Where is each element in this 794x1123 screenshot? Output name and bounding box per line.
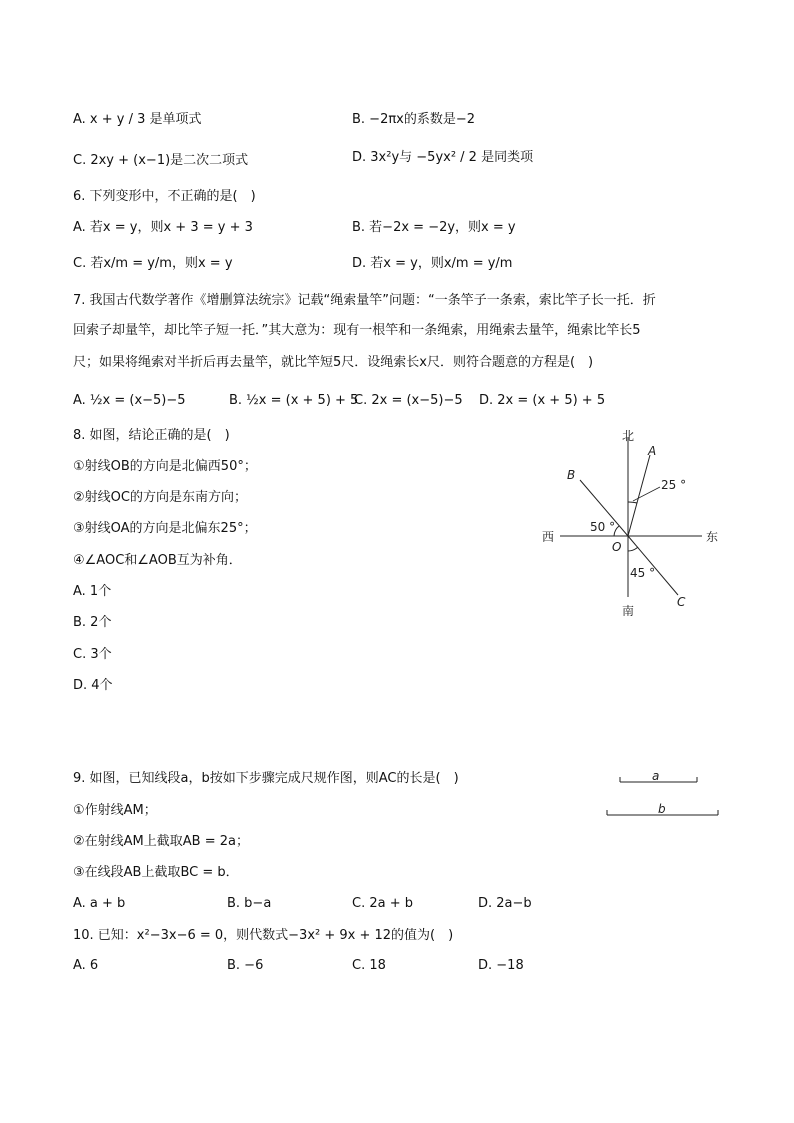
q5-option-d: D. 3x²y与 −5yx² / 2 是同类项 [352, 150, 534, 165]
q10-option-d: D. −18 [478, 958, 524, 973]
q9-step-1: ①作射线AM； [73, 803, 157, 818]
q6-option-b: B. 若−2x = −2y，则x = y [352, 220, 516, 235]
q6-option-d: D. 若x = y，则x/m = y/m [352, 256, 513, 271]
segment-a-label: a [652, 769, 660, 783]
q5-option-b: B. −2πx的系数是−2 [352, 112, 476, 127]
q8-compass-figure [530, 425, 730, 625]
q5-option-c: C. 2xy + (x−1)是二次二项式 [73, 153, 249, 168]
angle-arc-25 [628, 502, 637, 503]
q7-line-3: 尺；如果将绳索对半折后再去量竿，就比竿短5尺．设绳索长x尺．则符合题意的方程是( ) [73, 355, 594, 370]
q7-option-d: D. 2x = (x + 5) + 5 [479, 393, 606, 408]
q9-option-b: B. b−a [227, 896, 272, 911]
q9-step-2: ②在射线AM上截取AB = 2a； [73, 834, 249, 849]
q9-stem: 9. 如图，已知线段a，b按如下步骤完成尺规作图，则AC的长是( ) [73, 771, 459, 786]
q6-option-c: C. 若x/m = y/m，则x = y [73, 256, 233, 271]
label-angle-45: 45 ° [630, 566, 656, 580]
q10-option-a: A. 6 [73, 958, 99, 973]
label-south: 南 [622, 604, 635, 618]
label-a: A [648, 444, 657, 458]
q6-stem: 6. 下列变形中，不正确的是( ) [73, 189, 256, 204]
q10-option-c: C. 18 [352, 958, 386, 973]
q7-line-1: 7. 我国古代数学著作《增删算法统宗》记载“绳索量竿”问题：“一条竿子一条索，索比竿子长一托．折 [73, 293, 656, 308]
label-o: O [612, 540, 622, 554]
q9-option-a: A. a + b [73, 896, 126, 911]
label-west: 西 [542, 530, 555, 544]
q8-statement-3: ③射线OA的方向是北偏东25°； [73, 521, 257, 536]
q7-option-c: C. 2x = (x−5)−5 [354, 393, 463, 408]
q5-option-a: A. x + y / 3 是单项式 [73, 112, 202, 127]
q7-line-2: 回索子却量竿，却比竿子短一托．”其大意为：现有一根竿和一条绳索，用绳索去量竿，绳索比竿长5 [73, 323, 641, 338]
q9-step-3: ③在线段AB上截取BC = b． [73, 865, 239, 880]
q8-statement-4: ④∠AOC和∠AOB互为补角． [73, 553, 242, 568]
segment-b-label: b [658, 802, 666, 816]
label-angle-50: 50 ° [590, 520, 616, 534]
q8-statement-2: ②射线OC的方向是东南方向； [73, 490, 247, 505]
label-angle-25: 25 ° [661, 478, 687, 492]
q10-stem: 10. 已知：x²−3x−6 = 0，则代数式−3x² + 9x + 12的值为( ) [73, 928, 454, 943]
label-east: 东 [706, 530, 719, 544]
q8-option-c: C. 3个 [73, 647, 112, 662]
q9-option-c: C. 2a + b [352, 896, 413, 911]
q7-option-a: A. ½x = (x−5)−5 [73, 393, 186, 408]
label-c: C [677, 595, 686, 609]
q8-statement-1: ①射线OB的方向是北偏西50°； [73, 459, 257, 474]
q8-stem: 8. 如图，结论正确的是( ) [73, 428, 230, 443]
q8-option-d: D. 4个 [73, 678, 113, 693]
angle-arc-45 [628, 547, 638, 551]
label-north: 北 [622, 429, 635, 443]
label-b: B [567, 468, 576, 482]
angle-25-pointer [633, 487, 660, 501]
q8-option-b: B. 2个 [73, 615, 112, 630]
q7-option-b: B. ½x = (x + 5) + 5 [229, 393, 359, 408]
q9-segments-figure [600, 767, 730, 817]
q10-option-b: B. −6 [227, 958, 264, 973]
q8-option-a: A. 1个 [73, 584, 112, 599]
q9-option-d: D. 2a−b [478, 896, 532, 911]
q6-option-a: A. 若x = y，则x + 3 = y + 3 [73, 220, 253, 235]
ray-oa [628, 455, 650, 536]
